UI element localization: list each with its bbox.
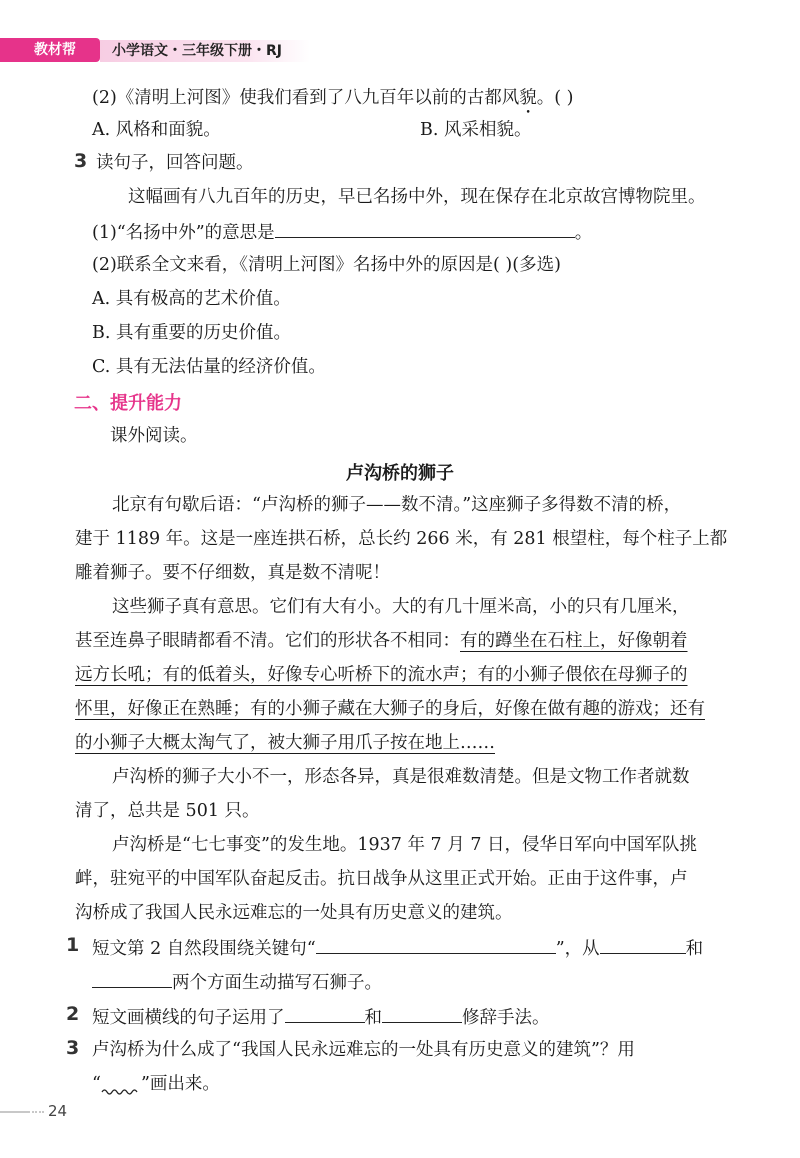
question-number: 2 xyxy=(66,1003,80,1025)
page-footer xyxy=(0,1102,120,1122)
option-c: C. 具有无法估量的经济价值。 xyxy=(92,357,326,377)
exercise-3-cont xyxy=(92,1072,220,1096)
section-instruction: 课外阅读。 xyxy=(110,426,198,446)
emphasis-char: 貌 xyxy=(519,88,537,108)
page-number: 24 xyxy=(48,1102,68,1120)
exercise-text: “ xyxy=(92,1074,101,1094)
article-line: 卢沟桥的狮子大小不一，形态各异，真是很难数清楚。但是文物工作者就数 xyxy=(112,767,690,787)
article-line: 卢沟桥是“七七事变”的发生地。1937 年 7 月 7 日，侵华日军向中国军队挑 xyxy=(112,835,698,855)
article-title: 卢沟桥的狮子 xyxy=(346,463,454,484)
answer-blank[interactable] xyxy=(275,219,575,238)
exercise-text: ”画出来。 xyxy=(140,1074,220,1094)
question-number: 3 xyxy=(74,150,88,172)
option-b: B. 具有重要的历史价值。 xyxy=(92,323,291,343)
underlined-sentence: 怀里，好像正在熟睡；有的小狮子藏在大狮子的身后，好像在做有趣的游戏；还有 xyxy=(75,699,705,719)
question-prompt: 读句子，回答问题。 xyxy=(96,153,254,173)
wavy-line-icon xyxy=(101,1082,141,1096)
exercise-text: 和 xyxy=(685,939,704,959)
article-line: 衅，驻宛平的中国军队奋起反击。抗日战争从这里正式开始。正由于这件事，卢 xyxy=(75,869,688,889)
option-b: B. 风采相貌。 xyxy=(420,120,532,140)
exercise-1-cont xyxy=(92,969,382,995)
exercise-3: 卢沟桥为什么成了“我国人民永远难忘的一处具有历史意义的建筑”？用 xyxy=(92,1040,635,1060)
answer-blank[interactable] xyxy=(316,935,556,954)
answer-paren: 。( ) xyxy=(536,88,574,108)
underlined-sentence: 有的蹲坐在石柱上，好像朝着 xyxy=(460,631,688,651)
footer-dots xyxy=(32,1111,44,1115)
exercise-2 xyxy=(92,1004,550,1030)
exercise-text: 短文画横线的句子运用了 xyxy=(92,1008,285,1028)
section-heading: 二、提升能力 xyxy=(74,393,182,414)
article-line: 建于 1189 年。这是一座连拱石桥，总长约 266 米，有 281 根望柱，每个柱子上都 xyxy=(75,529,728,549)
underlined-sentence: 的小狮子大概太淘气了，被大狮子用爪子按在地上…… xyxy=(75,733,495,753)
answer-blank[interactable] xyxy=(600,935,686,954)
answer-blank[interactable] xyxy=(92,969,172,988)
sub-question-1-text: (1)“名扬中外”的意思是 xyxy=(92,223,275,243)
article-text: 甚至连鼻子眼睛都看不清。它们的形状各不相同： xyxy=(75,631,460,651)
underlined-sentence: 远方长吼；有的低着头，好像专心听桥下的流水声；有的小狮子偎依在母狮子的 xyxy=(75,665,688,685)
exercise-1 xyxy=(92,935,703,961)
book-title: 小学语文・三年级下册・RJ xyxy=(100,40,310,62)
option-a: A. 风格和面貌。 xyxy=(92,120,221,140)
question-number: 1 xyxy=(66,934,80,956)
brand-badge: 教材帮 xyxy=(0,38,100,62)
article-line: 清了，总共是 501 只。 xyxy=(75,801,260,821)
article-line xyxy=(75,629,688,653)
exercise-text: 短文第 2 自然段围绕关键句“ xyxy=(92,939,316,959)
exercise-text: 两个方面生动描写石狮子。 xyxy=(172,973,382,993)
sub-question-2: (2)联系全文来看，《清明上河图》名扬中外的原因是( )(多选) xyxy=(92,255,561,275)
sub-question-1 xyxy=(92,219,592,245)
footer-rule xyxy=(0,1111,30,1113)
question-number: 3 xyxy=(66,1037,80,1059)
answer-blank[interactable] xyxy=(382,1004,462,1023)
quoted-sentence: 这幅画有八九百年的历史，早已名扬中外，现在保存在北京故宫博物院里。 xyxy=(128,187,706,207)
article-line: 这些狮子真有意思。它们有大有小。大的有几十厘米高，小的只有几厘米， xyxy=(112,597,690,617)
answer-blank[interactable] xyxy=(285,1004,365,1023)
page-header xyxy=(0,38,430,72)
option-a: A. 具有极高的艺术价值。 xyxy=(92,289,291,309)
article-line: 沟桥成了我国人民永远难忘的一处具有历史意义的建筑。 xyxy=(75,903,513,923)
article-line: 雕着狮子。要不仔细数，真是数不清呢！ xyxy=(75,563,390,583)
prev-question-text: (2)《清明上河图》使我们看到了八九百年以前的古都风 xyxy=(92,88,520,108)
article-line: 北京有句歇后语：“卢沟桥的狮子——数不清。”这座狮子多得数不清的桥， xyxy=(112,495,682,515)
exercise-text: 和 xyxy=(364,1008,382,1028)
exercise-text: ”，从 xyxy=(555,939,600,959)
exercise-text: 修辞手法。 xyxy=(462,1008,550,1028)
prev-question-line xyxy=(92,86,574,118)
sub-question-1-end: 。 xyxy=(574,223,593,243)
